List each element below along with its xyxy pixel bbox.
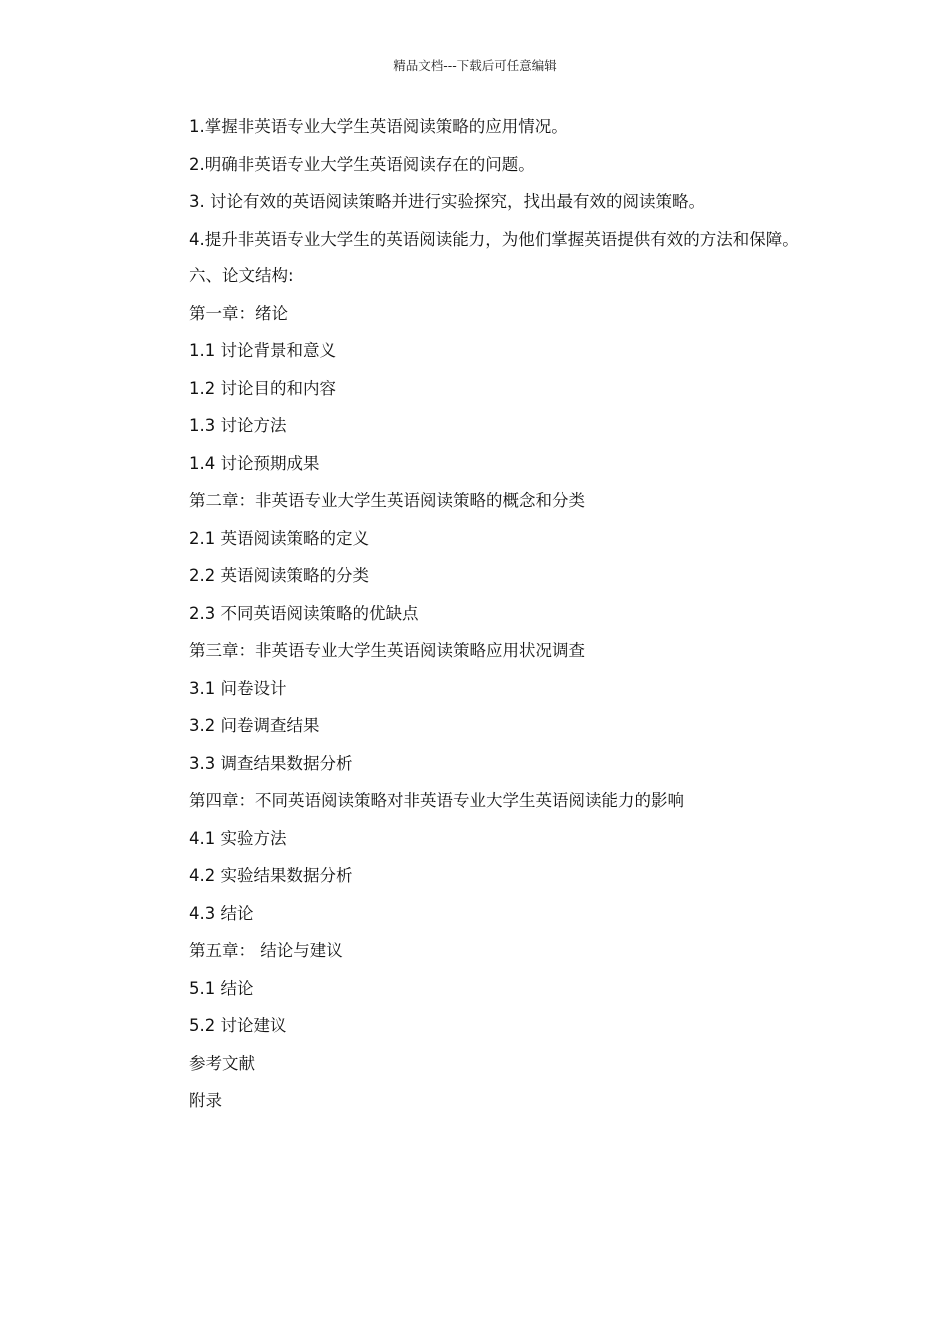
objective-1: 1.掌握非英语专业大学生英语阅读策略的应用情况。 <box>189 117 568 136</box>
page-header: 精品文档---下载后可任意编辑 <box>393 58 557 73</box>
section-heading-structure: 六、论文结构: <box>189 266 294 285</box>
section-2-2: 2.2 英语阅读策略的分类 <box>189 566 369 585</box>
section-3-2: 3.2 问卷调查结果 <box>189 716 320 735</box>
references-title: 参考文献 <box>189 1053 255 1073</box>
chapter-4-title: 第四章：不同英语阅读策略对非英语专业大学生英语阅读能力的影响 <box>189 791 684 810</box>
section-2-1: 2.1 英语阅读策略的定义 <box>189 528 369 548</box>
section-5-1: 5.1 结论 <box>189 978 254 998</box>
document-body <box>145 115 810 1127</box>
section-3-3: 3.3 调查结果数据分析 <box>189 753 353 773</box>
section-4-3: 4.3 结论 <box>189 903 254 923</box>
chapter-1-title: 第一章：绪论 <box>189 303 288 323</box>
section-1-1: 1.1 讨论背景和意义 <box>189 341 336 360</box>
objective-4: 4.提升非英语专业大学生的英语阅读能力，为他们掌握英语提供有效的方法和保障。 <box>189 229 799 249</box>
chapter-5-title: 第五章： 结论与建议 <box>189 941 343 960</box>
objective-2: 2.明确非英语专业大学生英语阅读存在的问题。 <box>189 154 535 174</box>
objective-3: 3. 讨论有效的英语阅读策略并进行实验探究，找出最有效的阅读策略。 <box>189 192 705 211</box>
section-4-1: 4.1 实验方法 <box>189 828 287 848</box>
section-5-2: 5.2 讨论建议 <box>189 1016 287 1035</box>
chapter-2-title: 第二章：非英语专业大学生英语阅读策略的概念和分类 <box>189 491 585 510</box>
section-1-3: 1.3 讨论方法 <box>189 416 287 435</box>
section-1-4: 1.4 讨论预期成果 <box>189 453 320 473</box>
section-4-2: 4.2 实验结果数据分析 <box>189 866 353 885</box>
chapter-3-title: 第三章：非英语专业大学生英语阅读策略应用状况调查 <box>189 641 585 660</box>
section-2-3: 2.3 不同英语阅读策略的优缺点 <box>189 603 419 623</box>
appendix-title: 附录 <box>189 1091 222 1110</box>
section-1-2: 1.2 讨论目的和内容 <box>189 378 336 398</box>
section-3-1: 3.1 问卷设计 <box>189 678 287 698</box>
